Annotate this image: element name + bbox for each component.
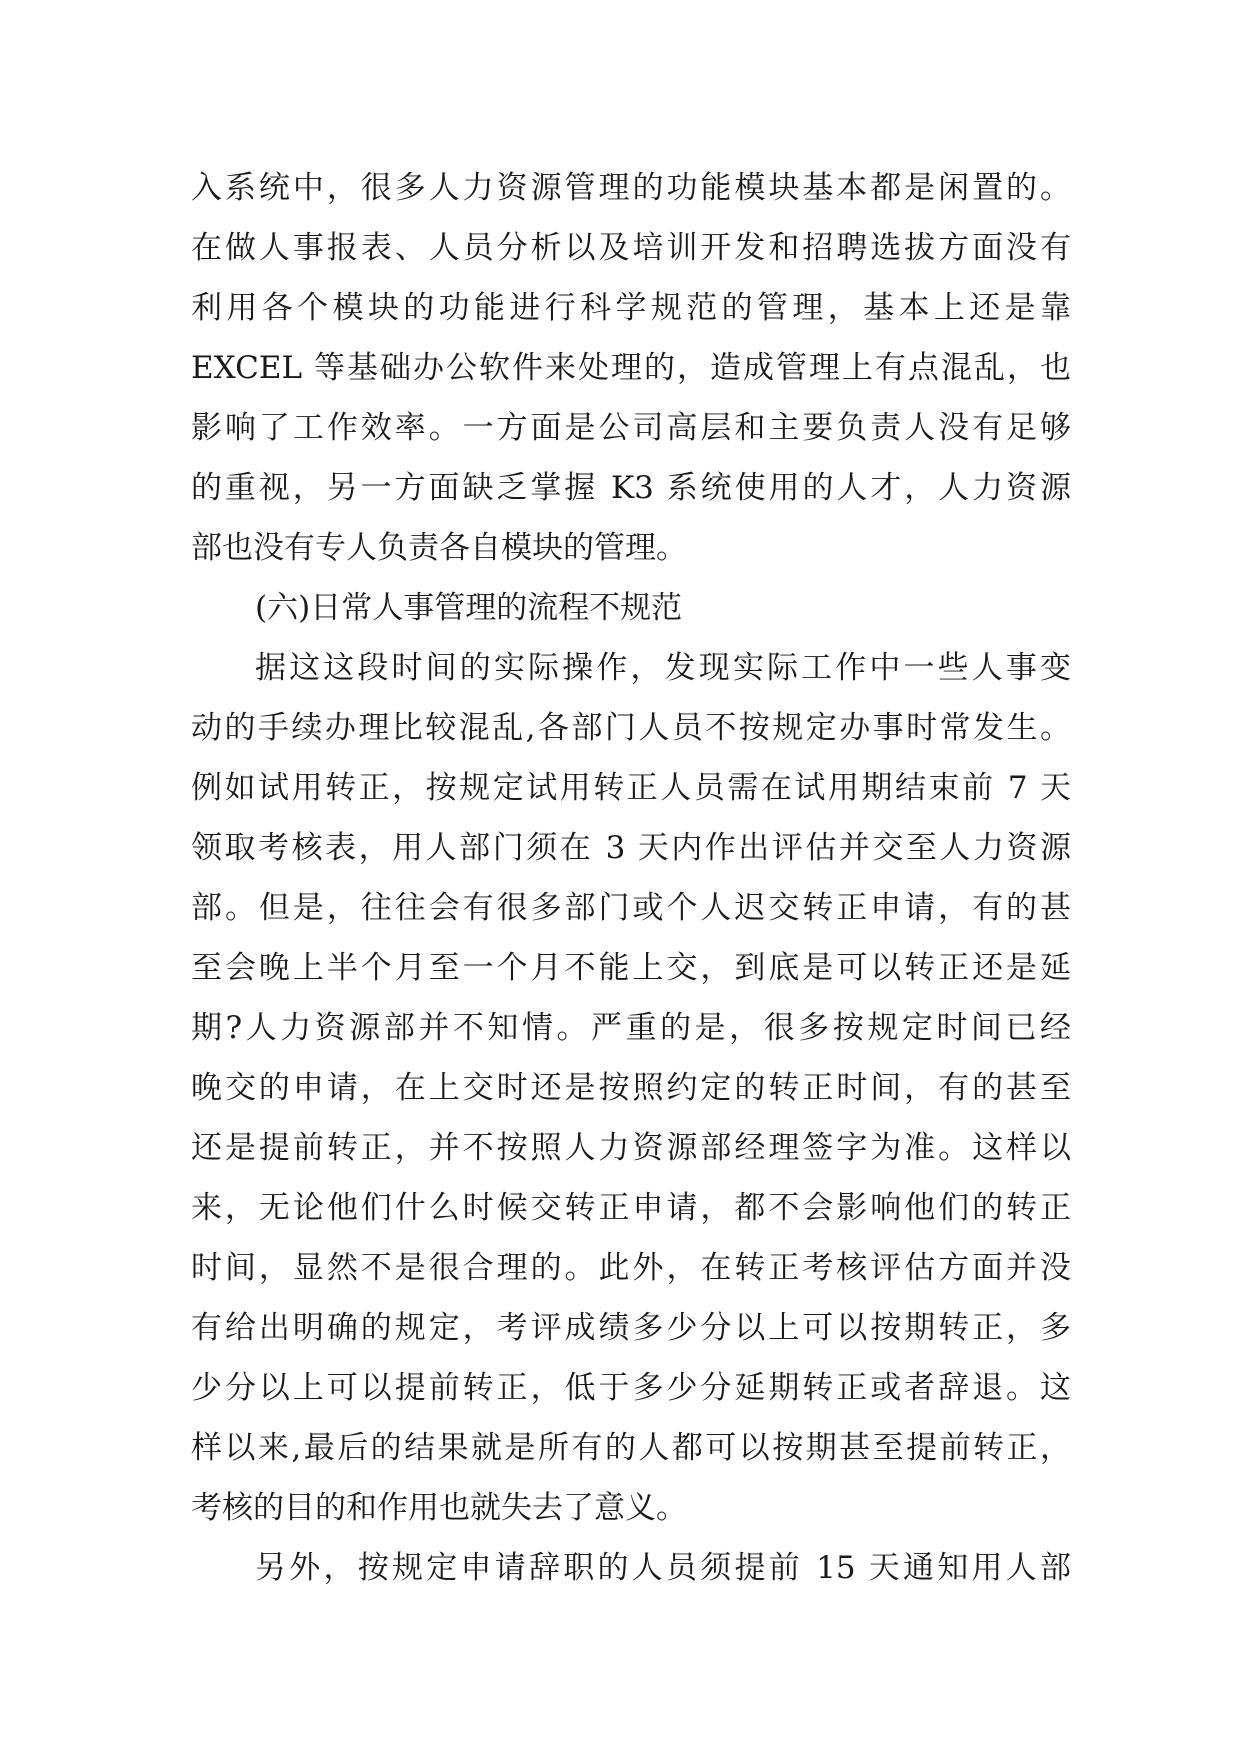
text-line: 部也没有专人负责各自模块的管理。 [191, 530, 687, 566]
text-line: 的重视，另一方面缺乏掌握 K3 系统使用的人才，人力资源 [191, 470, 1071, 506]
text-line: 还是提前转正，并不按照人力资源部经理签字为准。这样以 [191, 1130, 1071, 1166]
text-line: 另外，按规定申请辞职的人员须提前 15 天通知用人部 [255, 1550, 1071, 1586]
text-line: 至会晚上半个月至一个月不能上交，到底是可以转正还是延 [191, 950, 1071, 986]
text-line: 期?人力资源部并不知情。严重的是，很多按规定时间已经 [191, 1010, 1071, 1046]
text-line: 动的手续办理比较混乱,各部门人员不按规定办事时常发生。 [191, 710, 1071, 746]
text-line: 少分以上可以提前转正，低于多少分延期转正或者辞退。这 [191, 1370, 1071, 1406]
text-line: 有给出明确的规定，考评成绩多少分以上可以按期转正，多 [191, 1310, 1071, 1346]
text-line: EXCEL 等基础办公软件来处理的，造成管理上有点混乱，也 [191, 350, 1071, 386]
text-line: 影响了工作效率。一方面是公司高层和主要负责人没有足够 [191, 410, 1071, 446]
section-heading: (六)日常人事管理的流程不规范 [255, 590, 683, 626]
text-line: 样以来,最后的结果就是所有的人都可以按期甚至提前转正， [191, 1430, 1071, 1466]
text-line: 例如试用转正，按规定试用转正人员需在试用期结束前 7 天 [191, 770, 1071, 806]
text-line: 据这这段时间的实际操作，发现实际工作中一些人事变 [255, 650, 1071, 686]
text-line: 晚交的申请，在上交时还是按照约定的转正时间，有的甚至 [191, 1070, 1071, 1106]
text-line: 入系统中，很多人力资源管理的功能模块基本都是闲置的。 [191, 170, 1071, 206]
body-text [191, 158, 1071, 1598]
text-line: 领取考核表，用人部门须在 3 天内作出评估并交至人力资源 [191, 830, 1071, 866]
text-line: 时间，显然不是很合理的。此外，在转正考核评估方面并没 [191, 1250, 1071, 1286]
text-line: 利用各个模块的功能进行科学规范的管理，基本上还是靠 [191, 290, 1071, 326]
text-line: 在做人事报表、人员分析以及培训开发和招聘选拔方面没有 [191, 230, 1071, 266]
text-line: 来，无论他们什么时候交转正申请，都不会影响他们的转正 [191, 1190, 1071, 1226]
text-line: 部。但是，往往会有很多部门或个人迟交转正申请，有的甚 [191, 890, 1071, 926]
text-line: 考核的目的和作用也就失去了意义。 [191, 1490, 687, 1526]
